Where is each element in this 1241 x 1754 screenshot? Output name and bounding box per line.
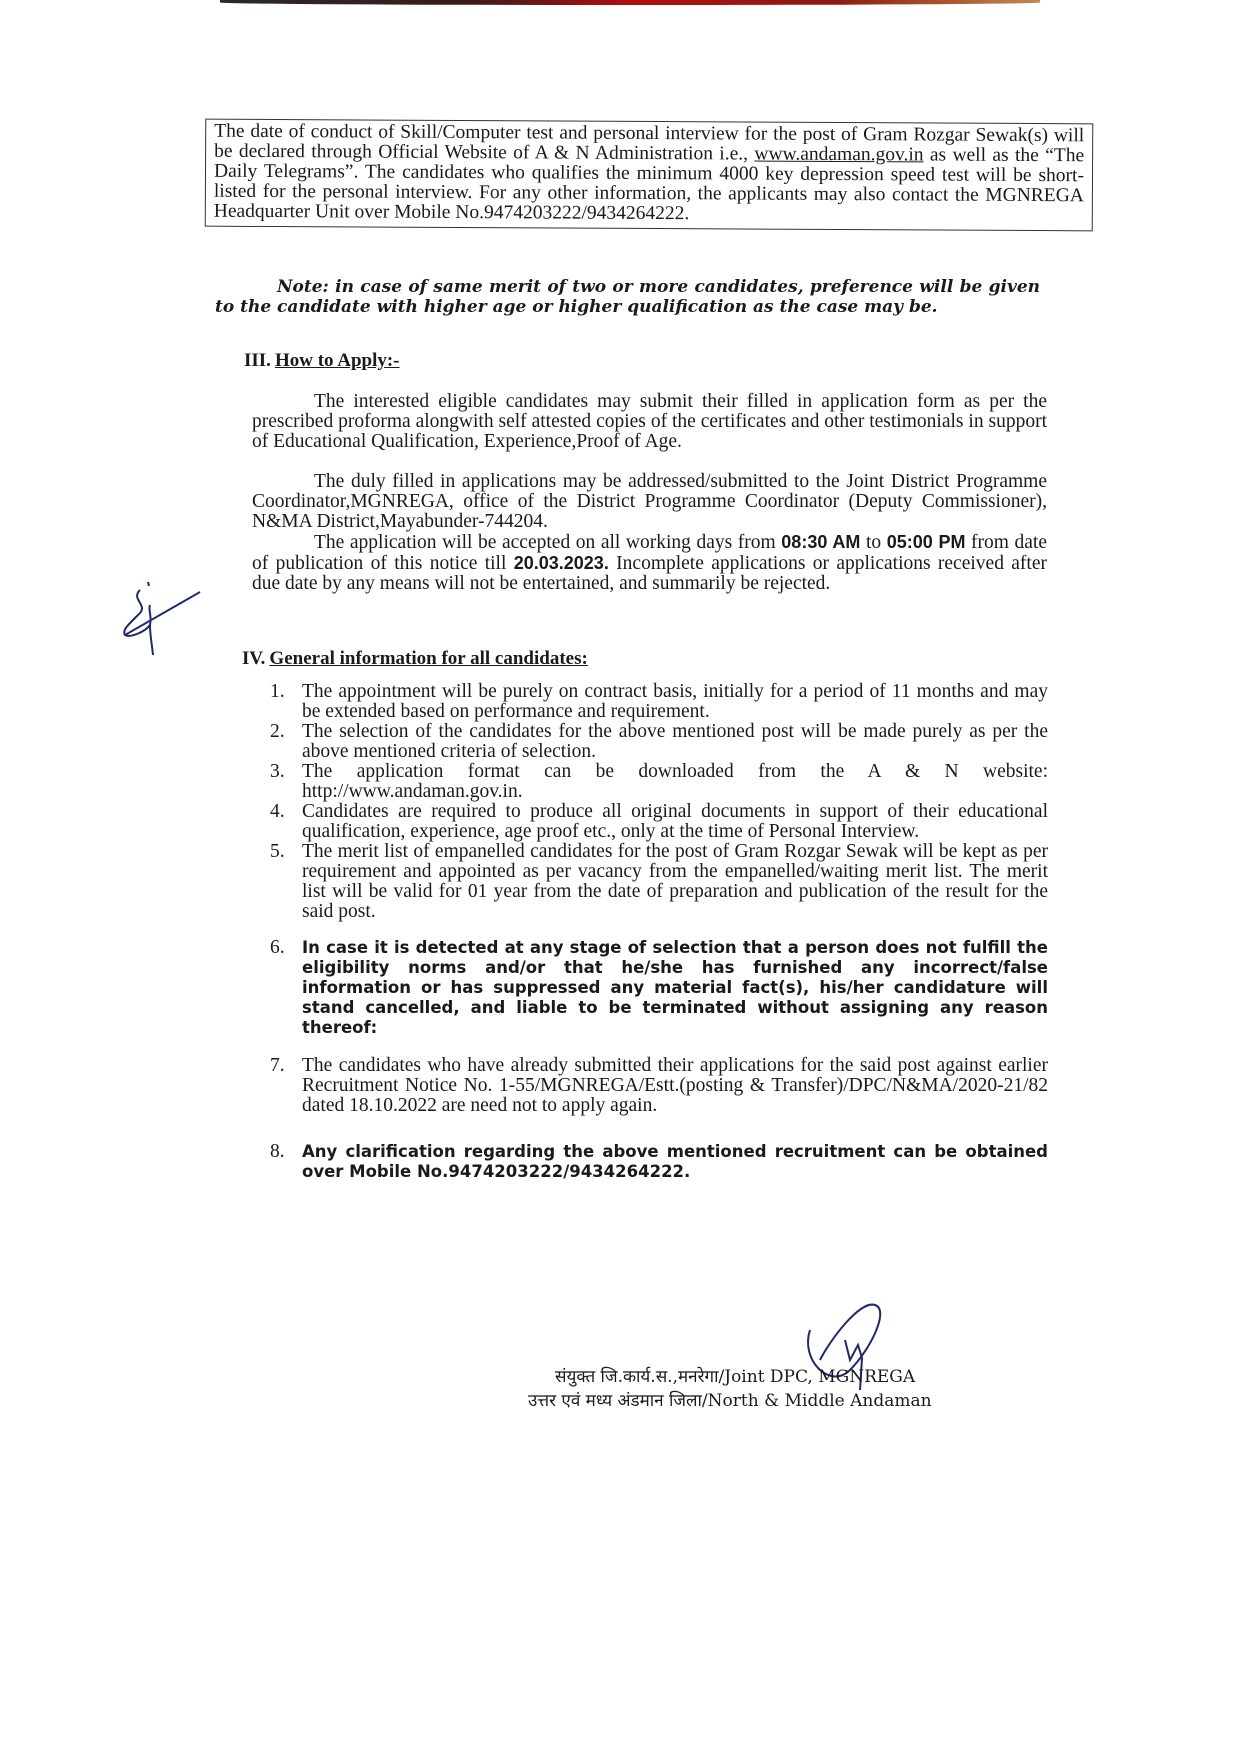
list-item [270, 842, 1048, 922]
item-number: 4. [270, 801, 285, 822]
list-item [270, 762, 1048, 802]
scan-top-edge [220, 0, 1040, 5]
para3-text-a: The application will be accepted on all working days from [314, 532, 782, 553]
time-to: 05:00 PM [886, 532, 966, 552]
box-text-part2: as well as the “The Daily Telegrams”. The candidates who qualifies the minimum 4000 key depression speed test will be short-listed for the personal interview. For any other information, the applicants may also contact the MGNREGA Headquarter Unit over Mobile No.9474203222/9434264222. [213, 144, 1085, 225]
list-item [270, 722, 1048, 762]
interview-notice-box [205, 119, 1094, 232]
initials-signature-icon [120, 570, 210, 660]
section-number: III. [244, 350, 271, 371]
item-text: Any clarification regarding the above mentioned recruitment can be obtained over Mobile No.9474203222/9434264222. [302, 1142, 1048, 1181]
item-text: In case it is detected at any stage of selection that a person does not fulfill the eligibility norms and/or that he/she has furnished any incorrect/false information or has suppressed any material fact(s), his/her candidature will stand cancelled, and liable to be terminated without assigning any reason thereof: [302, 938, 1048, 1037]
time-from: 08:30 AM [781, 532, 861, 552]
signature-block [528, 1365, 932, 1413]
list-item [270, 802, 1048, 842]
item-text: The merit list of empanelled candidates for the post of Gram Rozgar Sewak will be kept as per requirement and appointed as per vacancy from the empanelled/waiting merit list. The merit list will be valid for 01 year from the date of preparation and publication of the result for the said post. [302, 841, 1048, 922]
item-text: The selection of the candidates for the above mentioned post will be made purely as per the above mentioned criteria of selection. [302, 721, 1048, 762]
item-text: The candidates who have already submitted their applications for the said post against earlier Recruitment Notice No. 1-55/MGNREGA/Estt.(posting & Transfer)/DPC/N&MA/2020-21/82 dated 18.10.2022 are need not to apply again. [302, 1055, 1048, 1116]
item-text: The application format can be downloaded from the A & N website: http://www.andaman.gov.in. [302, 761, 1048, 802]
section-number: IV. [242, 648, 266, 669]
item-number: 3. [270, 761, 285, 782]
list-item [270, 1142, 1048, 1182]
section-heading-how-to-apply [244, 350, 400, 372]
website-link[interactable]: www.andaman.gov.in [754, 143, 924, 166]
section-title: General information for all candidates: [269, 648, 588, 669]
apply-paragraph-3 [252, 532, 1047, 594]
general-info-list [270, 682, 1048, 1182]
merit-note: Note: in case of same merit of two or more candidates, preference will be given to the candidate with higher age or higher qualification as the case may be. [215, 277, 1040, 317]
para3-text-b: to [860, 532, 887, 553]
apply-paragraph-1: The interested eligible candidates may submit their filled in application form as per the prescribed proforma alongwith self attested copies of the certificates and other testimonials in support of Educational Qualification, Experience,Proof of Age. [252, 391, 1047, 452]
item-text: The appointment will be purely on contract basis, initially for a period of 11 months and may be extended based on performance and requirement. [302, 681, 1048, 722]
item-number: 5. [270, 841, 285, 862]
signatory-district: उत्तर एवं मध्य अंडमान जिला/North & Middle Andaman [528, 1391, 932, 1411]
item-number: 1. [270, 681, 285, 702]
para3-text-c: from date of publication of this notice till [252, 532, 1047, 574]
item-number: 8. [270, 1141, 285, 1162]
list-item [270, 682, 1048, 722]
list-item [270, 938, 1048, 1038]
box-text-part1: The date of conduct of Skill/Computer test and personal interview for the post of Gram Rozgar Sewak(s) will be declared through Official Website of A & N Administration i.e., [214, 120, 1085, 165]
section-heading-general-info [242, 648, 588, 670]
section-title: How to Apply:- [274, 350, 400, 371]
item-number: 6. [270, 937, 285, 958]
item-text: Candidates are required to produce all original documents in support of their educational qualification, experience, age proof etc., only at the time of Personal Interview. [302, 801, 1048, 842]
apply-paragraph-2: The duly filled in applications may be addressed/submitted to the Joint District Programme Coordinator,MGNREGA, office of the District Programme Coordinator (Deputy Commissioner), N&MA District,Mayabunder-744204. [252, 471, 1047, 532]
last-date: 20.03.2023. [513, 553, 609, 573]
para3-text-d: Incomplete applications or applications received after due date by any means will not be entertained, and summarily be rejected. [252, 553, 1047, 594]
signatory-designation: संयुक्त जि.कार्य.स.,मनरेगा/Joint DPC, MGNREGA [555, 1367, 916, 1387]
item-number: 7. [270, 1055, 285, 1076]
list-item [270, 1056, 1048, 1116]
item-number: 2. [270, 721, 285, 742]
